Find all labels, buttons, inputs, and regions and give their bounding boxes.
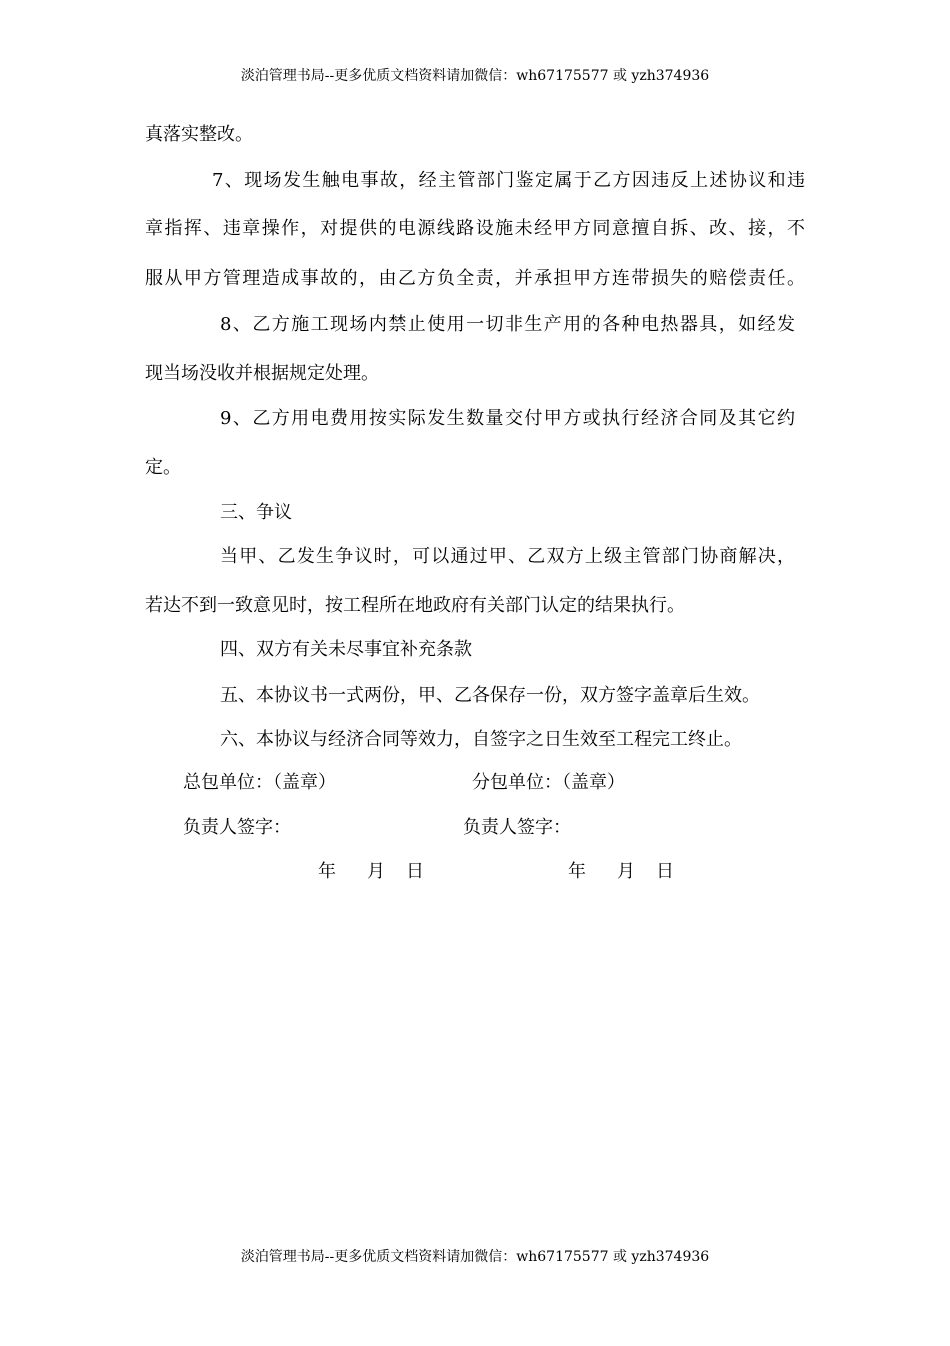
page-footer: 淡泊管理书局--更多优质文档资料请加微信：wh67175577 或 yzh374936 [240,1249,710,1265]
general-contractor-signature: 负责人签字： [183,817,291,838]
subcontractor-seal: 分包单位：（盖章） [472,772,625,793]
right-date-day: 日 [656,861,674,882]
left-date [318,860,424,884]
item-9-line-2: 定。 [145,457,181,478]
item-8-line-2: 现当场没收并根据规定处理。 [145,363,379,384]
section-3-line-1: 当甲、乙发生争议时，可以通过甲、乙双方上级主管部门协商解决， [220,546,795,567]
left-date-month: 月 [367,861,385,882]
item-8-line-1: 8、乙方施工现场内禁止使用一切非生产用的各种电热器具，如经发 [220,314,795,335]
item-7-line-1: 7、现场发生触电事故，经主管部门鉴定属于乙方因违反上述协议和违 [212,170,805,191]
right-date [568,860,674,884]
section-3-heading: 三、争议 [220,502,292,523]
right-date-year: 年 [568,861,586,882]
section-5: 五、本协议书一式两份，甲、乙各保存一份，双方签字盖章后生效。 [220,685,760,706]
section-6: 六、本协议与经济合同等效力，自签字之日生效至工程完工终止。 [220,729,742,750]
section-3-line-2: 若达不到一致意见时，按工程所在地政府有关部门认定的结果执行。 [145,595,685,616]
item-7-line-2: 章指挥、违章操作，对提供的电源线路设施未经甲方同意擅自拆、改、接，不 [145,218,805,239]
paragraph-line: 真落实整改。 [145,124,253,145]
right-date-month: 月 [617,861,635,882]
item-9-line-1: 9、乙方用电费用按实际发生数量交付甲方或执行经济合同及其它约 [220,408,795,429]
page-header: 淡泊管理书局--更多优质文档资料请加微信：wh67175577 或 yzh374936 [240,68,710,84]
section-4: 四、双方有关未尽事宜补充条款 [220,639,472,660]
left-date-year: 年 [318,861,336,882]
item-7-line-3: 服从甲方管理造成事故的，由乙方负全责，并承担甲方连带损失的赔偿责任。 [145,268,805,289]
left-date-day: 日 [406,861,424,882]
subcontractor-signature: 负责人签字： [463,817,571,838]
general-contractor-seal: 总包单位：（盖章） [183,772,336,793]
